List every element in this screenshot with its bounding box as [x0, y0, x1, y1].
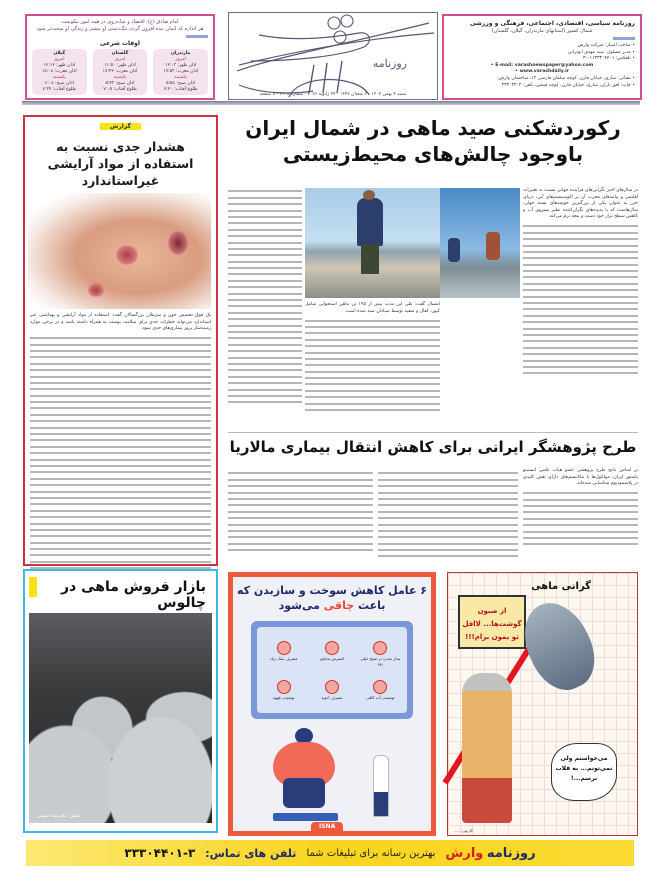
fish-market-photo	[29, 613, 212, 823]
fish-speech-bubble: می‌خواستم ولی نمی‌تونم... به قلاب نرسم...!	[551, 743, 617, 801]
telefax: • تلفکس: ۰۱۱۳۳۳۰۴۴۰۱-۳	[449, 56, 635, 63]
malaria-column-right	[523, 468, 638, 564]
overweight-person-illustration	[273, 732, 335, 812]
factor-item: نوشیدن قهوه	[261, 680, 306, 711]
salt-icon	[277, 641, 291, 655]
prayer-card-gilan	[32, 49, 87, 95]
chalus-headline[interactable]: بازار فروش ماهی در چالوس	[61, 579, 206, 611]
main-story-column-mid	[305, 302, 440, 424]
infographic-title-prefix: باعث	[357, 599, 386, 612]
main-headline[interactable]	[228, 115, 638, 167]
paper-description: روزنامه سیاسی، اقتصادی، اجتماعی، فرهنگی و ورزشی	[469, 20, 635, 27]
factor-item: استرس مداوم	[309, 641, 354, 677]
scale-display-panel	[251, 621, 413, 719]
isna-source-badge: ISNA	[311, 822, 343, 831]
old-man-illustration	[462, 673, 512, 823]
tomorrow-label: یکشنبه	[174, 75, 188, 80]
website-link[interactable]: • www.varashdaily.ir	[449, 69, 635, 76]
footer-advertisement[interactable]	[26, 840, 634, 866]
ad-slogan: بهترین رسانه برای تبلیغات شما	[306, 847, 436, 859]
main-story-column-right	[523, 188, 638, 428]
license-holder: • صاحب امتیاز: شرکت وارش	[449, 43, 635, 50]
ad-brand-part2: وارش	[445, 845, 484, 861]
report-lead: یک فوق تخصص خون و سرطان بزرگسالان گفت: استفاده از مواد آرایشی و بهداشتی غیر استاندارد می‌تواند خطرات جدی برای سلامت پوست به همراه داشته باشد و در برخی موارد زمینه‌ساز بروز بیماری‌های جدی شود.	[30, 313, 211, 332]
spice-icon	[325, 680, 339, 694]
fisherman-photo	[305, 188, 440, 298]
report-headline[interactable]: هشدار جدی نسبت به استفاده از مواد آرایشی غیراستاندارد	[47, 139, 194, 188]
zuhr-time: اذان ظهر: ۱۱:۵۰	[104, 63, 136, 68]
address: • نشانی: ساری، خیابان قارن، کوچه سلمان فارسی ۱۲، ساختمان وارش	[449, 76, 635, 83]
today-label: امروز	[114, 57, 126, 62]
infographic-title-highlight: چاقی	[323, 599, 355, 612]
maghrib-time: اذان مغرب: ۱۷:۵۳	[163, 69, 198, 74]
photo-credit: عکس: غلامرضا حسینی	[37, 814, 81, 819]
masthead-divider	[22, 101, 640, 105]
tomorrow-label: یکشنبه	[52, 75, 66, 80]
alarm-icon	[373, 641, 387, 655]
cartoon-speech-box: از صبون گوشت‌ها... لااقل تو بمون برام!!!	[458, 595, 526, 649]
prayer-card-mazandaran	[153, 49, 208, 95]
malaria-headline[interactable]: طرح پژوهشگر ایرانی برای کاهش انتقال بیماری مالاریا	[229, 438, 637, 456]
printer: • چاپ: افق باران، ساری، خیابان قارن، کوچه قیمتی، تلفن: ۳۳۳۰۳۳۰۲	[449, 83, 635, 90]
main-story-intro: در سال‌های اخیر نگرانی‌های فزاینده جهانی نسبت به تغییرات اقلیمی و پیامدهای مخرب آن بر اکوسیستم‌های آبی، دریای خزر به عنوان یکی از بزرگترین حوضه‌های بسته جهان، سال‌هاست که با پدیده‌های نگران‌کننده نظیر پسروی آب و کاهش سطح تراز خود دست و پنجه نرم می‌کند.	[523, 188, 638, 220]
main-story-excerpt: امسال گفت: طی این مدت بیش از ۱۹۵ تن ماهی استخوانی شامل کپور، کفال و سفید توسط صیادان صید شده است.	[305, 302, 440, 314]
today-label: امروز	[54, 57, 65, 62]
water-icon	[373, 680, 387, 694]
cartoon-credit: کارتون: ....	[454, 828, 473, 833]
bathroom-scale-illustration	[273, 813, 338, 821]
malaria-column-mid	[378, 468, 518, 564]
malaria-intro: بر اساس نتایج طرح پژوهشی عضو هیات علمی انستیتو پاستور ایران، مولکول‌ها با مکانیسم‌های دارای نقش کلیدی در پلاسمودیوم شناسایی شده‌اند.	[523, 468, 638, 487]
editor-in-chief: • مدیر مسئول: سید مهدی ابوترابی	[449, 50, 635, 57]
prayer-times-title: اوقات شرعی	[100, 40, 140, 47]
headline-line-1: رکوردشکنی صید ماهی در شمال ایران	[245, 116, 621, 140]
ad-brand-part1: روزنامه	[486, 845, 536, 861]
ad-brand	[445, 846, 535, 861]
main-story-column-left	[228, 186, 302, 426]
obesity-infographic	[228, 572, 436, 836]
divider-mark	[186, 35, 208, 38]
factor-item: مصرف ادویه	[309, 680, 354, 711]
chalus-fish-market-photo-box	[23, 569, 218, 833]
fajr-time: اذان صبح: ۵:۴۳	[105, 81, 135, 86]
infographic-title	[233, 583, 431, 613]
city-name: گلستان	[111, 51, 129, 56]
doctor-illustration	[373, 755, 389, 817]
city-name: گیلان	[53, 51, 66, 56]
coffee-icon	[277, 680, 291, 694]
sunrise-time: طلوع آفتاب: ۷:۰۵	[103, 87, 137, 92]
stress-icon	[325, 641, 339, 655]
ad-phone-label: تلفن های تماس:	[205, 846, 297, 860]
today-label: امروز	[175, 57, 186, 62]
fajr-time: اذان صبح: ۵:۵۸	[166, 81, 196, 86]
factor-item: نوشیدن آب کافی	[358, 680, 403, 711]
city-name: مازندران	[170, 51, 191, 56]
paper-coverage: شمال کشور (استانهای مازندران، گیلان، گلستان)	[491, 28, 593, 34]
varash-calligraphy-logo-icon	[229, 13, 439, 101]
sunrise-time: طلوع آفتاب: ۷:۲۰	[163, 87, 198, 92]
malaria-column-left	[228, 468, 373, 564]
logo-prefix: روزنامه	[372, 57, 407, 70]
cosmetics-report	[23, 115, 218, 566]
contact-list	[449, 43, 635, 89]
cartoon-title: گرانی ماهی	[531, 581, 591, 592]
factor-item: بیدار شدن در صبح خیلی زود	[358, 641, 403, 677]
issue-date-line: شنبه ۴ بهمن ۱۴۰۴ - ۳ شعبان ۱۴۴۷ - ۲۴ ژانویه ۲۰۲۶ - شماره ۳۶۰۸ - ۸ صفحه	[259, 92, 407, 97]
hadith-line-1: امام صادق (ع): اقتصاد و میانه‌روی در همه امور نیکوست	[61, 19, 179, 25]
report-body-text	[30, 337, 211, 588]
email-link[interactable]: • E-mail: varashnewspaper@yahoo.com	[449, 63, 635, 70]
section-divider	[228, 432, 638, 433]
prayer-card-golestan	[93, 49, 148, 95]
fishermen-net-photo	[440, 188, 520, 298]
ad-phone-number[interactable]: ۳۳۳۰۴۴۰۱-۳	[124, 846, 196, 860]
skin-lesion-photo	[28, 193, 211, 309]
prayer-times-box	[25, 14, 215, 100]
zuhr-time: اذان ظهر: ۱۲:۰۳	[164, 63, 197, 68]
factor-item: مصرف نمک زیاد	[261, 641, 306, 677]
maghrib-time: اذان مغرب: ۱۷:۴۲	[102, 69, 138, 74]
fish-price-cartoon	[447, 572, 638, 836]
publisher-info-box	[442, 14, 642, 100]
fajr-time: اذان صبح: ۶:۰۸	[44, 81, 74, 86]
headline-line-2: باوجود چالش‌های محیط‌زیستی	[282, 142, 584, 166]
divider-mark	[613, 37, 635, 40]
zuhr-time: اذان ظهر: ۱۲:۱۲	[43, 63, 76, 68]
maghrib-time: اذان مغرب: ۱۸:۰۸	[41, 69, 77, 74]
newspaper-logo	[228, 12, 438, 100]
fish-illustration	[512, 592, 606, 700]
sunrise-time: طلوع آفتاب: ۷:۳۲	[42, 87, 77, 92]
infographic-title-suffix: می‌شود	[278, 599, 320, 612]
infographic-title-line-1: ۶ عامل کاهش سوخت و سازبدن که	[236, 584, 428, 597]
tomorrow-label: یکشنبه	[113, 75, 127, 80]
report-tag: گزارش	[100, 123, 141, 130]
hadith-line-2: هر اندازه که ایمان بنده افزون گردد، تنگ‌دستی او بیشتر و زندگی او سخت‌تر شود	[36, 26, 204, 32]
